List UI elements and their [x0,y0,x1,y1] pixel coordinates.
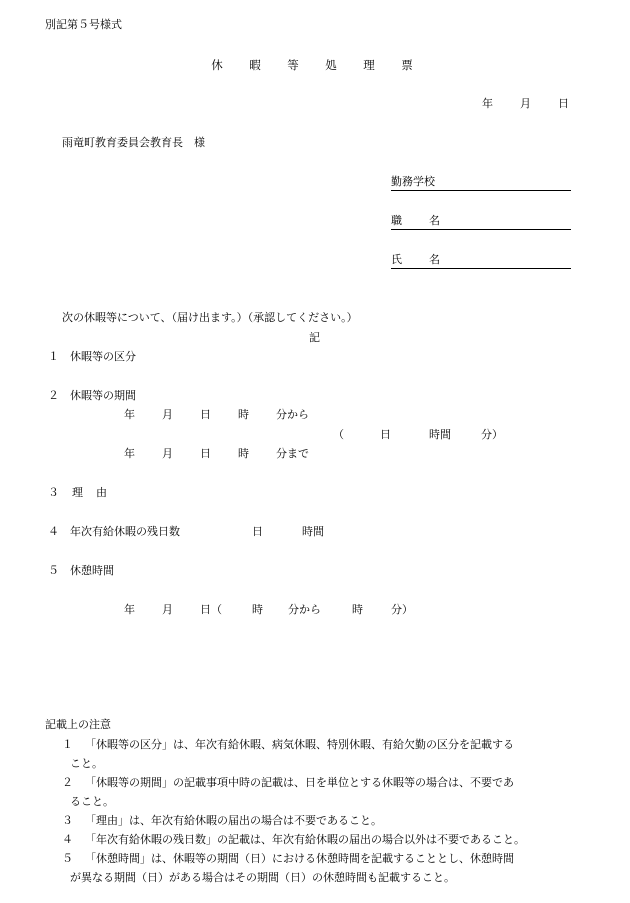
notes-heading: 記載上の注意 [45,718,111,731]
note-5-number: ５ [62,852,73,865]
item-3-text-a: 理 [72,486,83,499]
title-char: 票 [401,58,413,72]
period-from-minute: 分から [276,408,309,421]
title-char: 等 [287,58,299,72]
title-char: 理 [363,58,375,72]
item-4-hours: 時間 [302,525,324,538]
note-3-number: ３ [62,814,73,827]
note-1-number: １ [62,738,73,751]
item-3-text-b: 由 [96,486,107,499]
period-to-minute: 分まで [276,447,309,460]
note-4-line-1: 「年次有給休暇の残日数」の記載は、年次有給休暇の届出の場合以外は不要であること。 [85,833,525,846]
form-number: 別記第５号様式 [45,18,122,31]
rest-from-minute: 分から [288,603,321,616]
period-to-year: 年 [124,447,135,460]
date-day: 日 [558,97,569,110]
period-from-year: 年 [124,408,135,421]
title-char: 処 [325,58,337,72]
rest-year: 年 [124,603,135,616]
title-char: 休 [211,58,223,72]
rest-to-minute: 分） [391,603,413,616]
note-2-line-1: 「休暇等の期間」の記載事項中時の記載は、日を単位とする休暇等の場合は、不要であ [85,776,514,789]
note-1-line-2: こと。 [70,757,103,770]
note-5-line-1: 「休憩時間」は、休暇等の期間（日）における休憩時間を記載することとし、休憩時間 [85,852,514,865]
date-month: 月 [520,97,531,110]
item-2-label: ２ 休暇等の期間 [48,389,136,402]
period-to-day: 日 [200,447,211,460]
rest-day: 日（ [200,603,222,616]
note-3-line-1: 「理由」は、年次有給休暇の届出の場合は不要であること。 [85,814,382,827]
field-name-label-a: 氏 [391,253,402,266]
field-school[interactable] [391,175,571,191]
note-5-line-2: が異なる期間（日）がある場合はその期間（日）の休憩時間も記載すること。 [70,871,455,884]
field-school-label: 勤務学校 [391,175,435,188]
addressee: 雨竜町教育委員会教育長 様 [62,136,205,149]
note-2-number: ２ [62,776,73,789]
period-from-month: 月 [162,408,173,421]
document-title [198,58,426,73]
period-total-hours: 時間 [429,428,451,441]
note-1-line-1: 「休暇等の区分」は、年次有給休暇、病気休暇、特別休暇、有給欠勤の区分を記載する [85,738,514,751]
field-position[interactable] [391,214,571,230]
item-5-label: ５ 休憩時間 [48,564,114,577]
title-char: 暇 [249,58,261,72]
rest-from-hour: 時 [252,603,263,616]
note-4-number: ４ [62,833,73,846]
period-to-month: 月 [162,447,173,460]
item-1-label: １ 休暇等の区分 [48,350,136,363]
date-year: 年 [482,97,493,110]
intro-text: 次の休暇等について、（届け出ます。）（承認してください。） [62,311,358,324]
rest-month: 月 [162,603,173,616]
period-total-open: （ [333,428,344,441]
item-4-days: 日 [252,525,263,538]
note-2-line-2: ること。 [70,795,114,808]
period-total-days: 日 [380,428,391,441]
ki-heading: 記 [309,331,320,344]
item-3-number: ３ [48,486,59,499]
period-from-day: 日 [200,408,211,421]
field-name-label-b: 名 [429,253,440,266]
field-position-label-b: 名 [429,214,440,227]
period-from-hour: 時 [238,408,249,421]
field-position-label-a: 職 [391,214,402,227]
rest-to-hour: 時 [352,603,363,616]
period-to-hour: 時 [238,447,249,460]
field-name[interactable] [391,253,571,269]
period-total-minutes: 分） [481,428,503,441]
item-4-label: ４ 年次有給休暇の残日数 [48,525,180,538]
